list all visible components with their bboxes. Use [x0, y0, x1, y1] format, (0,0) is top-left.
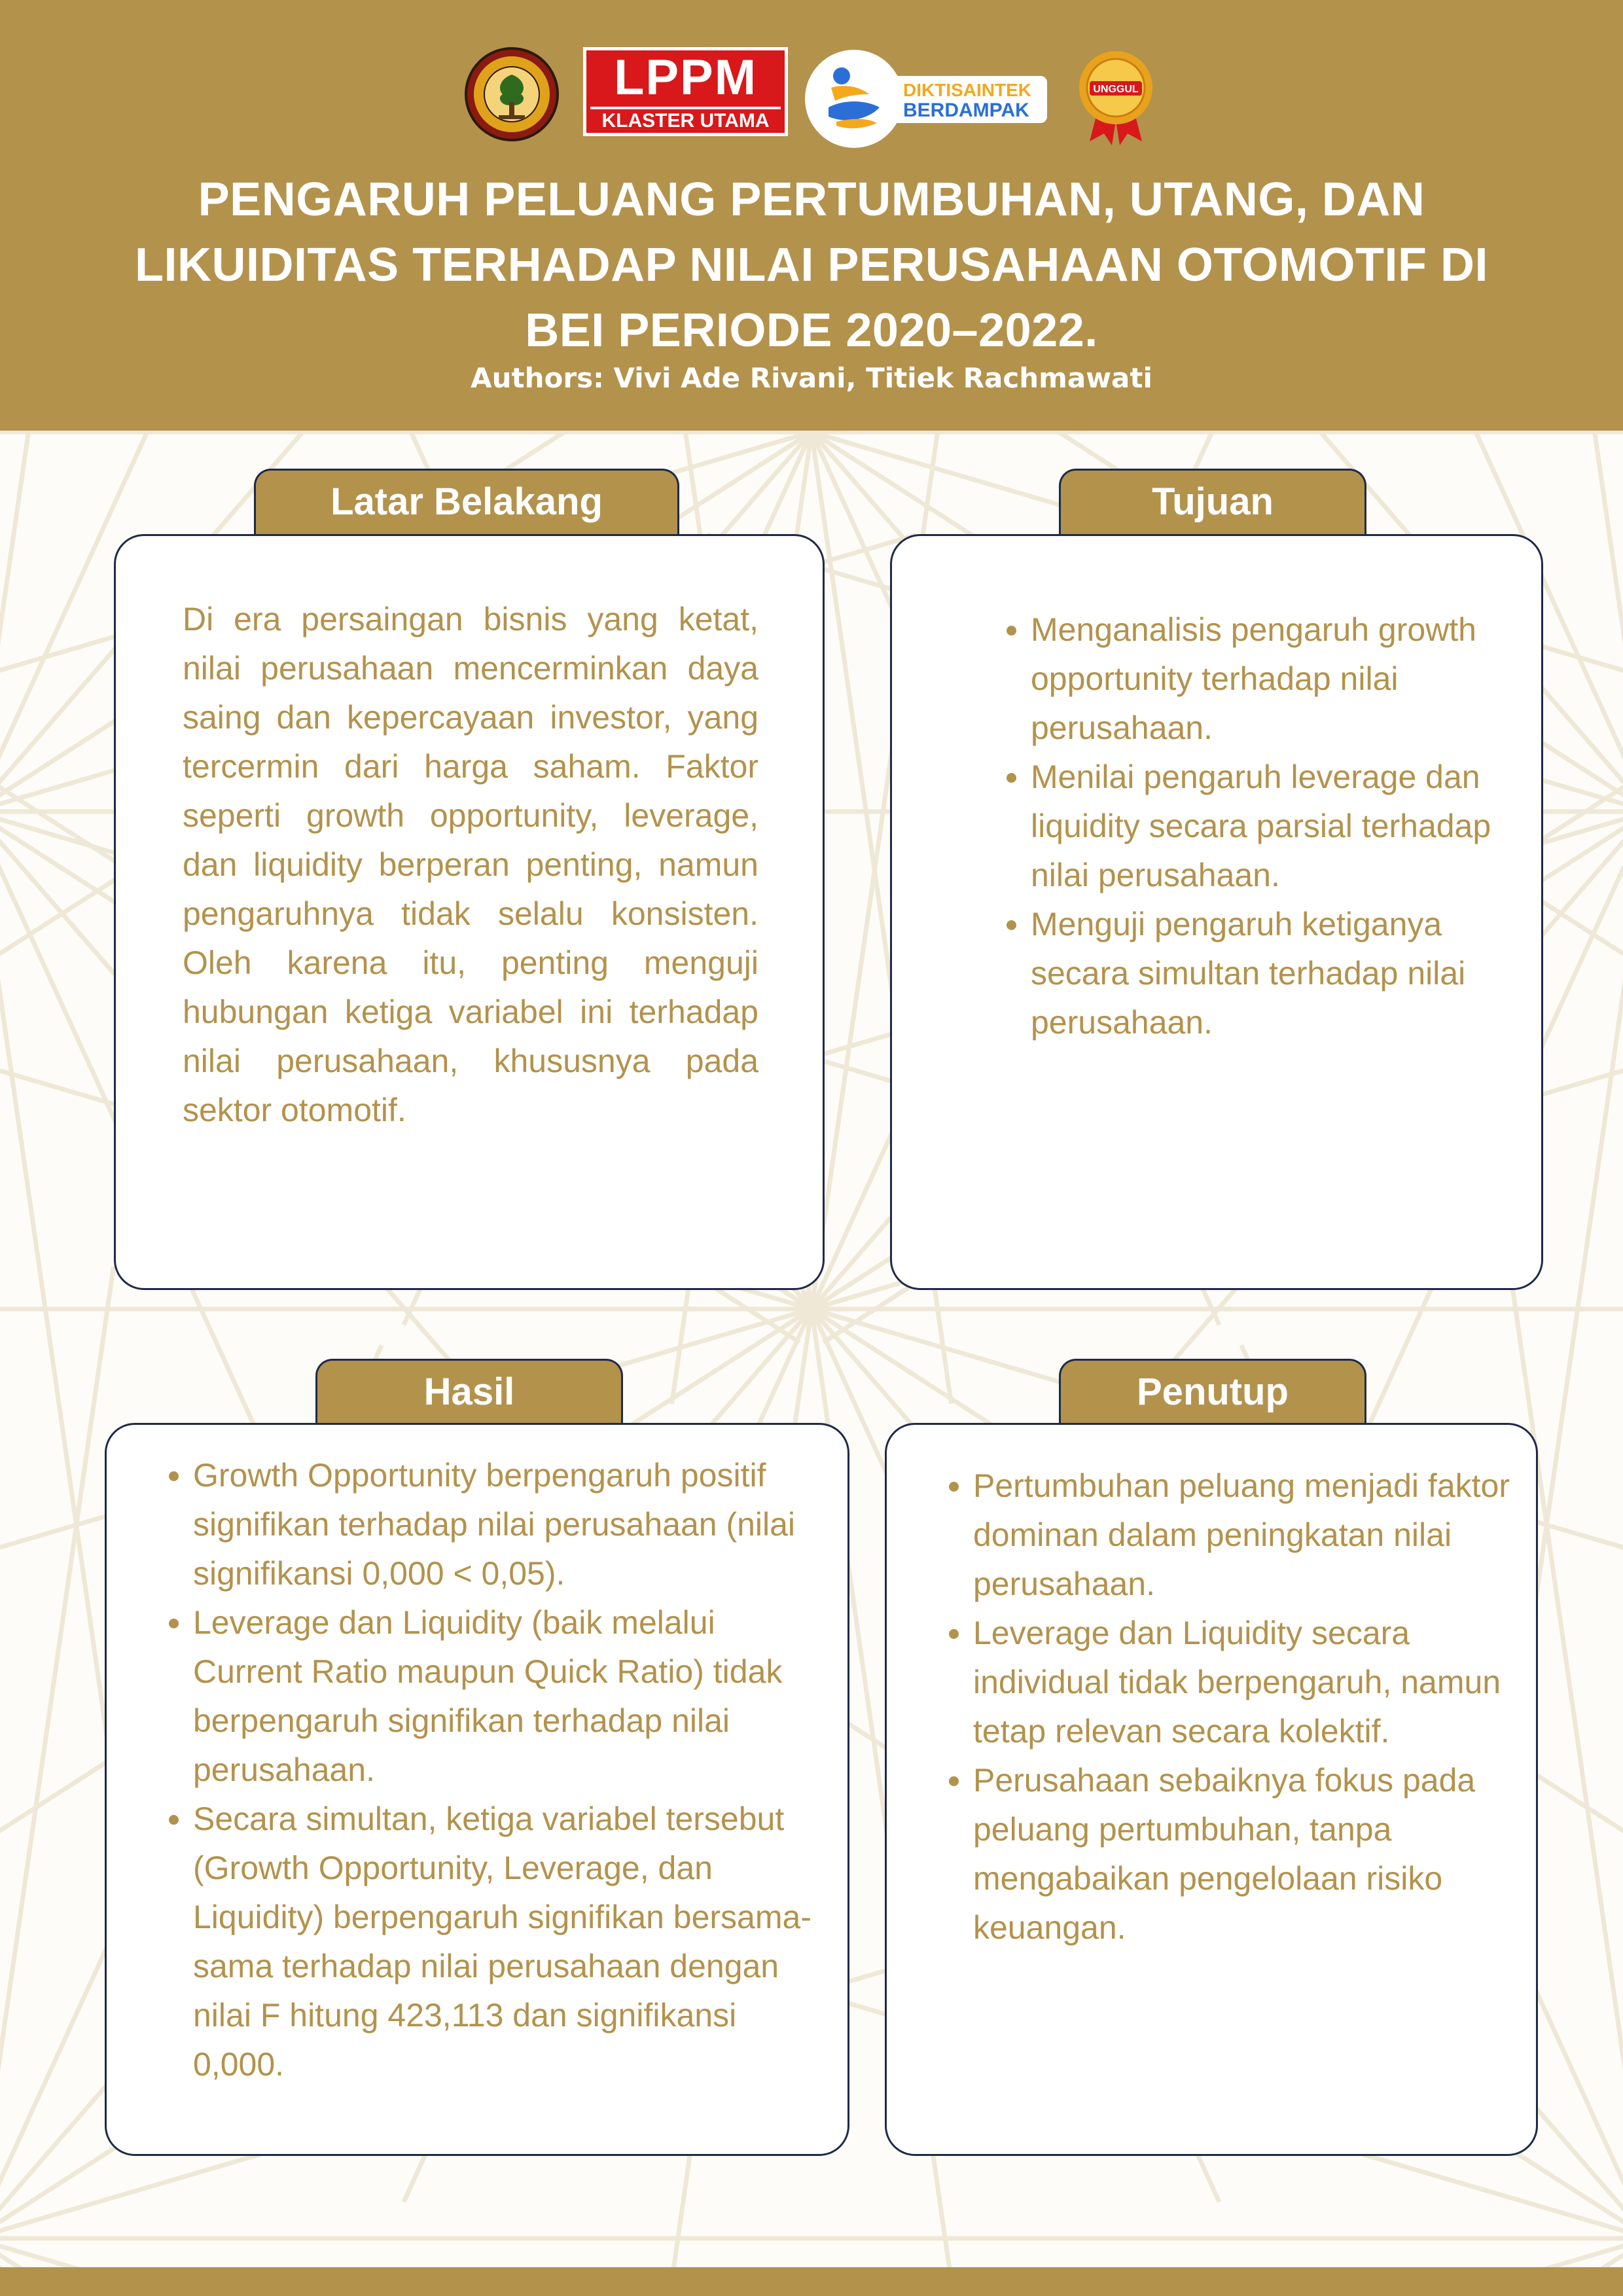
poster-title: [52, 167, 1571, 363]
lppm-logo-sub: KLASTER UTAMA: [590, 107, 781, 133]
latar-belakang-card: [114, 534, 825, 1290]
accreditation-unggul-text: UNGGUL: [1093, 84, 1139, 95]
penutup-card: [885, 1423, 1538, 2156]
hasil-card: [105, 1423, 849, 2156]
diktisaintek-line1: DIKTISAINTEK: [903, 80, 1031, 100]
hasil-list: [159, 1451, 827, 2089]
tujuan-item-2: • Menilai pengaruh leverage dan liquidity secara parsial terhadap nilai perusahaan.: [1031, 753, 1514, 900]
tujuan-tab: [1059, 469, 1366, 541]
title-line-2: LIKUIDITAS TERHADAP NILAI PERUSAHAAN OTOMOTIF DI: [134, 239, 1489, 291]
penutup-list-wrap: [939, 1462, 1522, 1952]
tujuan-item-1: • Menganalisis pengaruh growth opportunity terhadap nilai perusahaan.: [1031, 605, 1514, 753]
title-line-1: PENGARUH PELUANG PERTUMBUHAN, UTANG, DAN: [198, 173, 1425, 226]
tujuan-item-3: • Menguji pengaruh ketiganya secara simultan terhadap nilai perusahaan.: [1031, 900, 1514, 1047]
penutup-item-1: • Pertumbuhan peluang menjadi faktor dominan dalam peningkatan nilai perusahaan.: [973, 1462, 1522, 1609]
tujuan-card: [890, 534, 1543, 1290]
hasil-item-1: • Growth Opportunity berpengaruh positif signifikan terhadap nilai perusahaan (nilai signifikansi 0,000 < 0,05).: [193, 1451, 827, 1598]
hasil-item-2: • Leverage dan Liquidity (baik melalui Current Ratio maupun Quick Ratio) tidak berpengaruh signifikan terhadap nilai perusahaan.: [193, 1598, 827, 1795]
authors-line: Authors: Vivi Ade Rivani, Titiek Rachmawati: [471, 362, 1152, 394]
tujuan-list: [997, 605, 1514, 1047]
latar-belakang-title: Latar Belakang: [330, 480, 603, 523]
penutup-tab: [1059, 1359, 1366, 1431]
latar-belakang-tab: [254, 469, 679, 541]
footer-bar: [0, 2267, 1623, 2296]
hasil-title: Hasil: [423, 1371, 515, 1413]
hasil-item-3: • Secara simultan, ketiga variabel tersebut (Growth Opportunity, Leverage, dan Liquidity) berpengaruh signifikan bersama-sama terhadap nilai perusahaan dengan nilai F hitung 423,113 dan signifikansi 0,000.: [193, 1795, 827, 2089]
header-band: [0, 0, 1623, 431]
penutup-title: Penutup: [1137, 1371, 1289, 1413]
penutup-item-2: • Leverage dan Liquidity secara individual tidak berpengaruh, namun tetap relevan secara kolektif.: [973, 1609, 1522, 1756]
lppm-logo-main: LPPM: [613, 50, 758, 105]
hasil-list-wrap: [159, 1451, 827, 2089]
lppm-logo: [583, 47, 788, 136]
diktisaintek-line2: BERDAMPAK: [903, 99, 1029, 121]
title-line-3: BEI PERIODE 2020–2022.: [525, 304, 1098, 357]
penutup-list: [939, 1462, 1522, 1952]
latar-belakang-text: Di era persaingan bisnis yang ketat, nilai perusahaan mencerminkan daya saing dan kepercayaan investor, yang tercermin dari harga saham. Faktor seperti growth opportunity, leverage, dan liquidity berperan penting, namun pengaruhnya tidak selalu konsisten. Oleh karena itu, penting menguji hubungan ketiga variabel ini terhadap nilai perusahaan, khususnya pada sektor otomotif.: [183, 601, 758, 1128]
university-seal-logo: [463, 46, 560, 143]
diktisaintek-berdampak-logo: [805, 50, 1054, 148]
hasil-tab: [315, 1359, 623, 1431]
penutup-item-3: • Perusahaan sebaiknya fokus pada peluang pertumbuhan, tanpa mengabaikan pengelolaan risiko keuangan.: [973, 1756, 1522, 1952]
tujuan-list-wrap: [997, 605, 1514, 1047]
diktisaintek-emblem-icon: [817, 62, 891, 136]
accreditation-unggul-badge: [1077, 50, 1155, 145]
tujuan-title: Tujuan: [1152, 480, 1274, 523]
